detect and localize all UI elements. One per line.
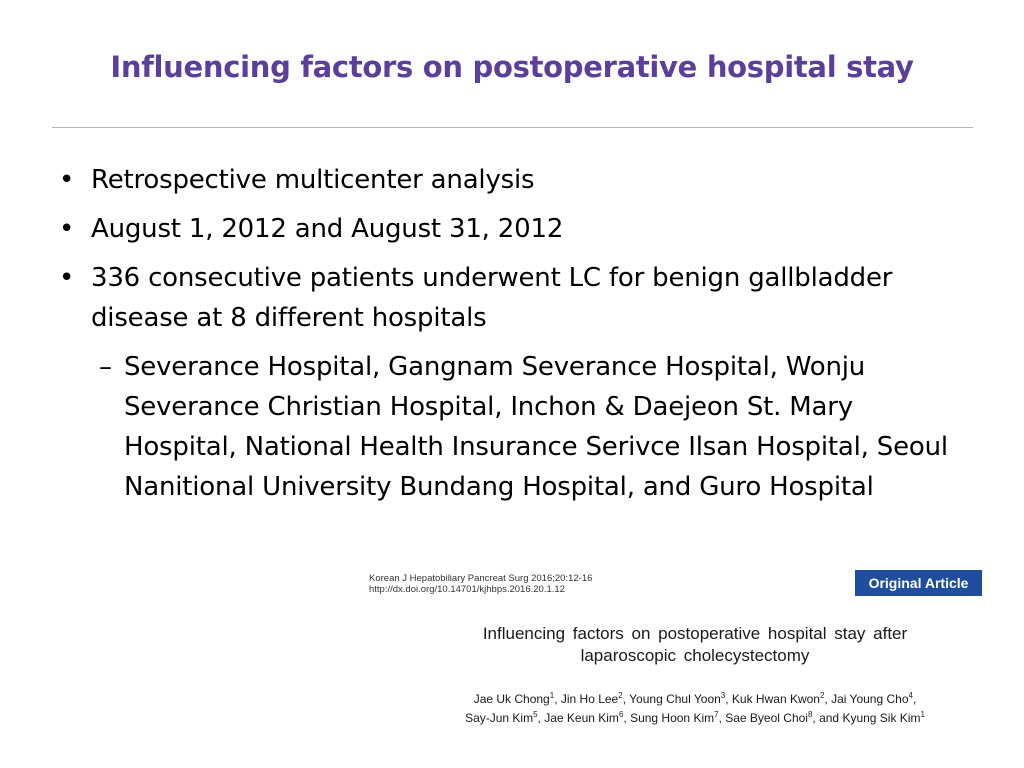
author-name: Kuk Hwan Kwon$^2$ <box>731 691 825 706</box>
author-name: Jae Uk Chong$^1$ <box>473 691 555 706</box>
bullet-text: 336 consecutive patients underwent LC for benign gallbladder disease at 8 different hospitals <box>91 263 893 333</box>
author-affiliation: 6 <box>618 710 624 719</box>
author-affiliation: 8 <box>807 710 813 719</box>
original-article-badge: Original Article <box>855 570 982 596</box>
author-name: Sae Byeol Choi$^8$ <box>725 710 813 725</box>
article-title-line-1: Influencing factors on postoperative hospital stay after <box>482 624 908 643</box>
author-affiliation: 2 <box>819 691 825 700</box>
bullet-text: August 1, 2012 and August 31, 2012 <box>91 214 564 244</box>
author-affiliation: 4 <box>908 691 913 700</box>
bullet-item <box>55 209 965 249</box>
bullet-item <box>55 160 965 200</box>
bullet-item <box>55 258 965 338</box>
author-name: Jae Keun Kim$^6$ <box>544 710 624 725</box>
title-divider <box>52 127 973 128</box>
bullet-text: Retrospective multicenter analysis <box>91 165 535 195</box>
bullet-list <box>55 160 965 507</box>
author-affiliation: 1 <box>549 691 555 700</box>
sub-bullet-text: Severance Hospital, Gangnam Severance Hospital, Wonju Severance Christian Hospital, Inchon & Daejeon St. Mary Hospital, National Health Insurance Serivce Ilsan Hospital, Seoul Nanitional University Bundang Hospital, and Guro Hospital <box>124 352 948 502</box>
author-affiliation: 3 <box>720 691 726 700</box>
author-name: Jai Young Cho$^4$ <box>831 691 913 706</box>
author-name: Jin Ho Lee$^2$ <box>560 691 623 706</box>
journal-citation <box>369 573 592 595</box>
sub-bullet-dash: – <box>99 352 112 382</box>
author-affiliation: 2 <box>618 691 623 700</box>
author-affiliation: 1 <box>920 710 925 719</box>
author-name: Say-Jun Kim$^5$ <box>465 710 538 725</box>
author-name: Young Chul Yoon$^3$ <box>629 691 726 706</box>
doi-link: http://dx.doi.org/10.14701/kjhbps.2016.20.1.12 <box>369 584 565 595</box>
article-title-line-2: laparoscopic cholecystectomy <box>580 646 810 665</box>
author-affiliation: 7 <box>714 710 719 719</box>
author-affiliation: 5 <box>533 710 538 719</box>
bullet-dot: • <box>59 165 75 195</box>
bullet-dot: • <box>59 214 75 244</box>
article-title <box>400 623 990 667</box>
article-authors: Jae Uk Chong$^1$, Jin Ho Lee$^2$, Young Chul Yoon$^3$, Kuk Hwan Kwon$^2$, Jai Young Cho$^4$, Say-Jun Kim$^5$, Jae Keun Kim$^6$, Sung Hoon Kim$^7$, Sae Byeol Choi$^8$, and Kyung Sik Kim$^1$ <box>465 691 925 725</box>
author-name: Sung Hoon Kim$^7$ <box>630 710 719 725</box>
sub-bullet-item <box>55 347 965 507</box>
article-header-image <box>360 568 984 728</box>
slide-title: Influencing factors on postoperative hospital stay <box>110 50 914 84</box>
author-name: Kyung Sik Kim$^1$ <box>842 710 925 725</box>
bullet-dot: • <box>59 263 75 293</box>
journal-reference: Korean J Hepatobiliary Pancreat Surg 2016;20:12-16 <box>369 573 593 584</box>
